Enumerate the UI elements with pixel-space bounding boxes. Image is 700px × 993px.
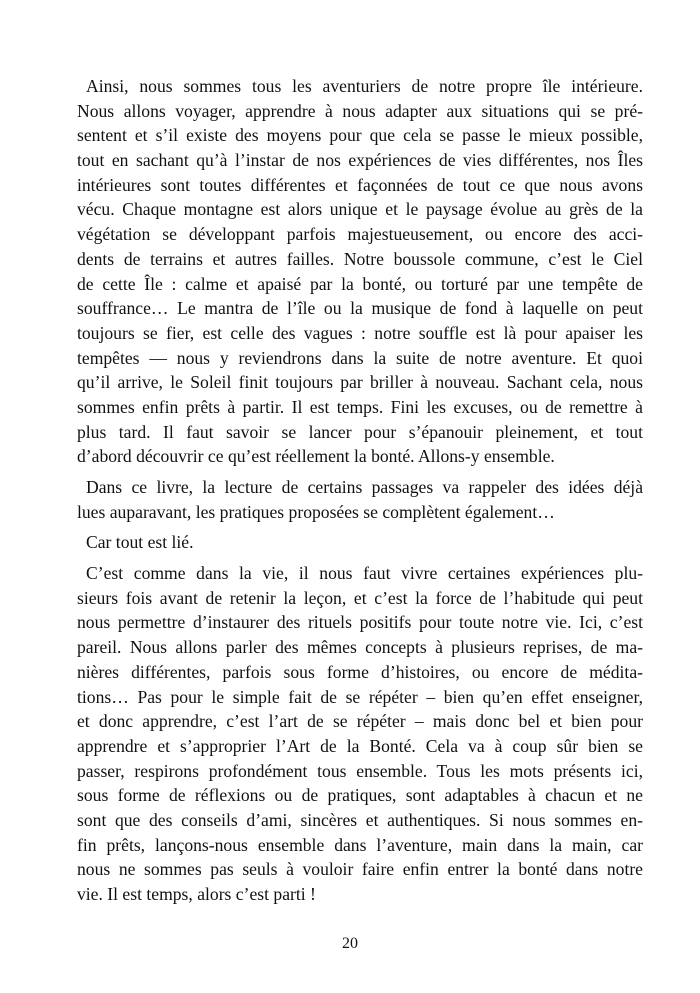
text-line: Nous allons voyager, apprendre à nous adapter aux situations qui se pré- <box>77 100 643 121</box>
text-line: souffrance… Le mantra de l’île ou la musique de fond à laquelle on peut <box>77 298 643 319</box>
text-line: et donc apprendre, c’est l’art de se répéter – mais donc bel et bien pour <box>77 711 643 732</box>
text-line: sentent et s’il existe des moyens pour que cela se passe le mieux possible, <box>77 125 643 146</box>
text-line: fin prêts, lançons-nous ensemble dans l’aventure, main dans la main, car <box>77 834 643 855</box>
text-line: sieurs fois avant de retenir la leçon, et c’est la force de l’habitude qui peut <box>77 587 643 608</box>
text-line: Ainsi, nous sommes tous les aventuriers de notre propre île intérieure. <box>86 76 643 96</box>
body-text <box>77 74 643 913</box>
text-line: qu’il arrive, le Soleil finit toujours par briller à nouveau. Sachant cela, nous <box>77 372 643 393</box>
text-line: apprendre et s’approprier l’Art de la Bonté. Cela va à coup sûr bien se <box>77 735 643 756</box>
paragraph <box>77 530 643 555</box>
text-line: vécu. Chaque montagne est alors unique et le paysage évolue au grès de la <box>77 199 643 220</box>
paragraph <box>77 561 643 907</box>
text-line: C’est comme dans la vie, il nous faut vivre certaines expériences plu- <box>86 563 643 584</box>
text-line: toujours se fier, est celle des vagues : notre souffle est là pour apaiser les <box>77 322 643 343</box>
text-line: de cette Île : calme et apaisé par la bonté, ou torturé par une tempête de <box>77 273 643 294</box>
text-line: intérieures sont toutes différentes et façonnées de tout ce que nous avons <box>77 174 643 195</box>
text-line: tout en sachant qu’à l’instar de nos expériences de vies différentes, nos Îles <box>77 150 643 171</box>
text-line: sous forme de réflexions ou de pratiques, sont adaptables à chacun et ne <box>77 785 643 806</box>
text-line: végétation se développant parfois majestueusement, ou encore des acci- <box>77 224 643 245</box>
paragraph <box>77 74 643 469</box>
text-line: lues auparavant, les pratiques proposées se complètent également… <box>77 501 555 522</box>
text-line: tions… Pas pour le simple fait de se répéter – bien qu’en effet enseigner, <box>77 686 643 707</box>
text-line: sommes enfin prêts à partir. Il est temps. Fini les excuses, ou de remettre à <box>77 396 643 417</box>
text-line: Car tout est lié. <box>86 532 194 553</box>
text-line: sont que des conseils d’ami, sincères et authentiques. Si nous sommes en- <box>77 809 643 830</box>
paragraph <box>77 475 643 524</box>
text-line: vie. Il est temps, alors c’est parti ! <box>77 884 316 904</box>
page-number: 20 <box>342 935 358 952</box>
text-line: pareil. Nous allons parler des mêmes concepts à plusieurs reprises, de ma- <box>77 637 643 658</box>
text-line: nous permettre d’instaurer des rituels positifs pour toute notre vie. Ici, c’est <box>77 612 643 633</box>
text-line: plus tard. Il faut savoir se lancer pour s’épanouir pleinement, et tout <box>77 421 643 442</box>
text-line: Dans ce livre, la lecture de certains passages va rappeler des idées déjà <box>86 477 643 497</box>
text-line: passer, respirons profondément tous ensemble. Tous les mots présents ici, <box>77 760 643 781</box>
text-line: dents de terrains et autres failles. Notre boussole commune, c’est le Ciel <box>77 248 643 269</box>
text-line: d’abord découvrir ce qu’est réellement la bonté. Allons-y ensemble. <box>77 446 555 467</box>
text-line: nières différentes, parfois sous forme d’histoires, ou encore de médita- <box>77 661 643 682</box>
text-line: tempêtes — nous y reviendrons dans la suite de notre aventure. Et quoi <box>77 347 643 368</box>
text-line: nous ne sommes pas seuls à vouloir faire enfin entrer la bonté dans notre <box>77 859 643 880</box>
